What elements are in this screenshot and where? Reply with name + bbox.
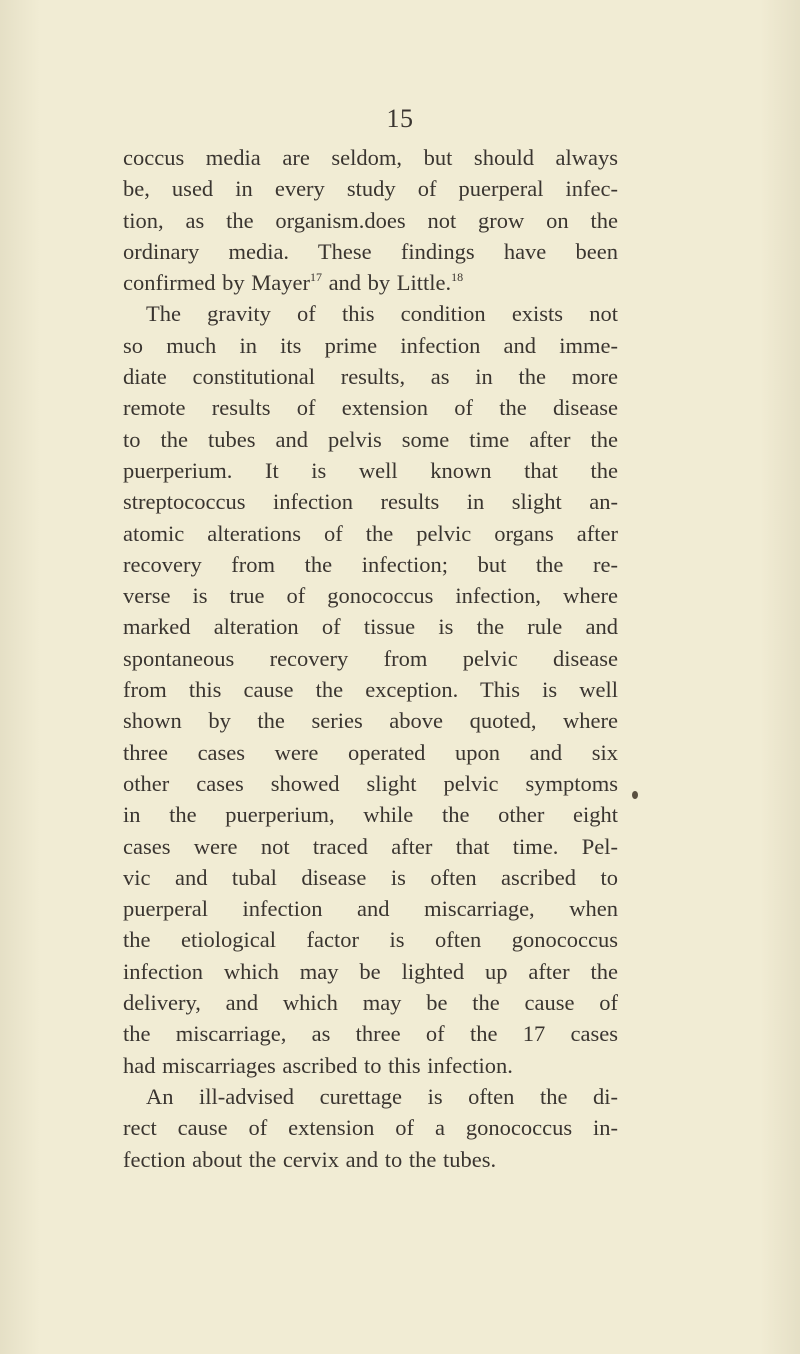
text-line: coccus media are seldom, but should always: [123, 145, 618, 170]
text-line: marked alteration of tissue is the rule and: [123, 614, 618, 640]
body-text: [123, 142, 618, 1175]
text-line: the etiological factor is often gonococcus: [123, 927, 618, 953]
text-line: streptococcus infection results in slight an-: [123, 489, 618, 515]
text-line: from this cause the exception. This is well: [123, 677, 618, 703]
text-line: vic and tubal disease is often ascribed to: [123, 864, 618, 890]
text-line: rect cause of extension of a gonococcus in-: [123, 1115, 618, 1141]
reference-superscript: 17: [309, 270, 322, 285]
text-line: shown by the series above quoted, where: [123, 708, 618, 734]
page-number: 15: [386, 104, 414, 133]
text-line: delivery, and which may be the cause of: [123, 990, 618, 1016]
text-line: cases were not traced after that time. Pel-: [123, 833, 618, 859]
paragraph-start-line: An ill-advised curettage is often the di-: [146, 1083, 618, 1109]
text-line: remote results of extension of the disease: [123, 395, 618, 421]
text-fragment: confirmed by Mayer: [123, 270, 310, 296]
text-line: so much in its prime infection and imme-: [123, 332, 618, 358]
text-fragment: and by Little.: [321, 270, 452, 296]
text-line: recovery from the infection; but the re-: [123, 551, 618, 577]
text-line: in the puerperium, while the other eight: [123, 802, 618, 828]
reference-superscript: 18: [451, 270, 464, 285]
text-line: tion, as the organism.does not grow on the: [123, 207, 618, 233]
text-line: ordinary media. These findings have been: [123, 238, 618, 264]
text-line: atomic alterations of the pelvic organs after: [123, 520, 618, 546]
text-line: fection about the cervix and to the tubes.: [123, 1146, 497, 1172]
text-line: other cases showed slight pelvic symptoms: [123, 770, 618, 796]
paper-speck: [632, 791, 638, 799]
text-line: three cases were operated upon and six: [123, 739, 618, 765]
paragraph-start-line: The gravity of this condition exists not: [146, 301, 618, 327]
text-line: infection which may be lighted up after the: [123, 958, 618, 984]
text-line: verse is true of gonococcus infection, where: [123, 583, 618, 609]
text-line: spontaneous recovery from pelvic disease: [123, 645, 618, 671]
text-line: to the tubes and pelvis some time after the: [123, 426, 618, 452]
text-line: be, used in every study of puerperal infec-: [123, 176, 618, 202]
text-line-with-references: [123, 267, 618, 298]
text-line: puerperium. It is well known that the: [123, 457, 618, 483]
text-line: puerperal infection and miscarriage, when: [123, 896, 618, 922]
text-line: diate constitutional results, as in the more: [123, 364, 618, 390]
text-line: had miscarriages ascribed to this infection.: [123, 1052, 513, 1078]
text-line: the miscarriage, as three of the 17 cases: [123, 1021, 618, 1047]
